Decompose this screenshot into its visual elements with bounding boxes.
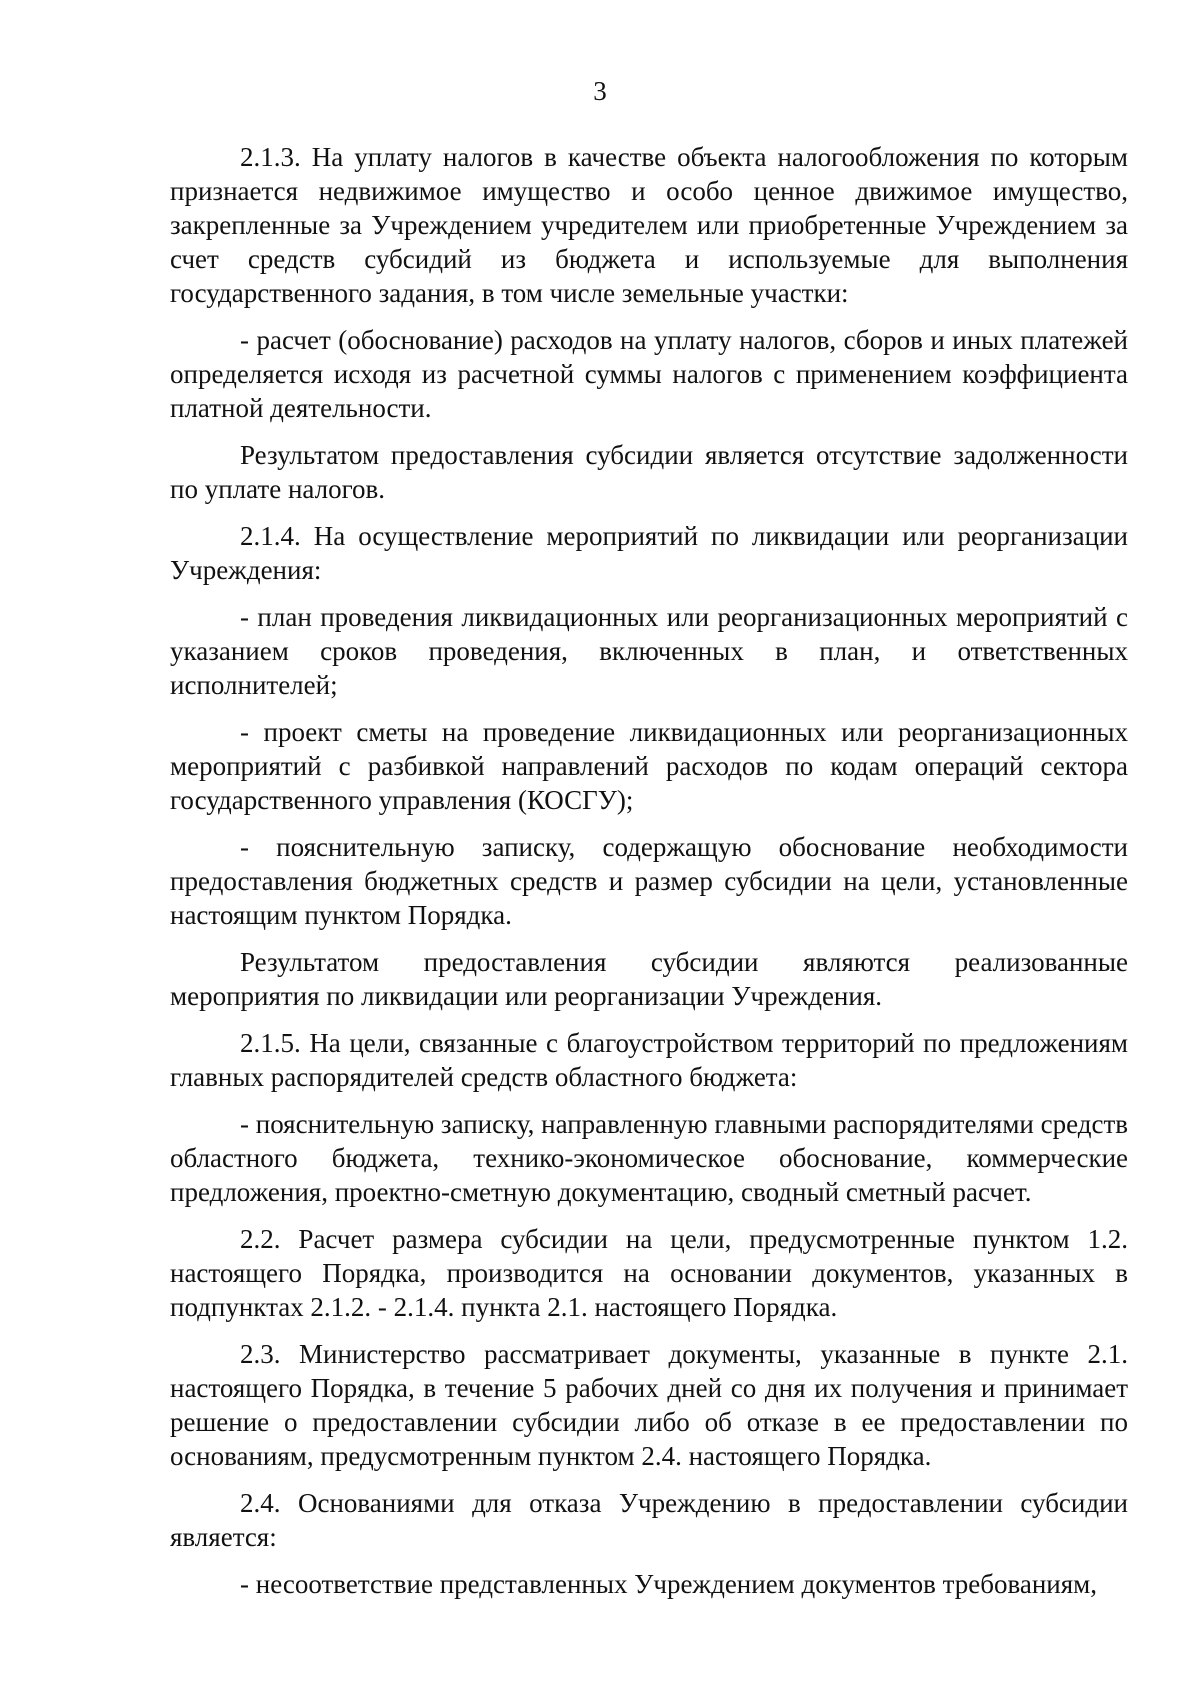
paragraph-2-2: 2.2. Расчет размера субсидии на цели, предусмотренные пунктом 1.2. настоящего Порядка, производится на основании документов, указанных в подпунктах 2.1.2. - 2.1.4. пункта 2.1. настоящего Порядка. <box>170 1224 1128 1322</box>
paragraph-2-4: 2.4. Основаниями для отказа Учреждению в предоставлении субсидии является: <box>170 1488 1128 1552</box>
paragraph-tax-result: Результатом предоставления субсидии является отсутствие задолженности по уплате налогов. <box>170 440 1128 504</box>
paragraph-2-1-4: 2.1.4. На осуществление мероприятий по ликвидации или реорганизации Учреждения: <box>170 521 1128 585</box>
paragraph-tax-calculation: - расчет (обоснование) расходов на уплату налогов, сборов и иных платежей определяется исходя из расчетной суммы налогов с применением коэффициента платной деятельности. <box>170 325 1128 423</box>
paragraph-explanatory-note: - пояснительную записку, содержащую обоснование необходимости предоставления бюджетных средств и размер субсидии на цели, установленные настоящим пунктом Порядка. <box>170 832 1128 930</box>
paragraph-2-1-5: 2.1.5. На цели, связанные с благоустройством территорий по предложениям главных распорядителей средств областного бюджета: <box>170 1028 1128 1092</box>
document-body <box>170 140 1128 1601</box>
paragraph-liquidation-result: Результатом предоставления субсидии являются реализованные мероприятия по ликвидации или реорганизации Учреждения. <box>170 947 1128 1011</box>
paragraph-liquidation-plan: - план проведения ликвидационных или реорганизационных мероприятий с указанием сроков проведения, включенных в план, и ответственных исполнителей; <box>170 602 1128 700</box>
paragraph-refusal-reason: - несоответствие представленных Учреждением документов требованиям, <box>240 1569 1097 1599</box>
page-number: 3 <box>593 76 607 106</box>
paragraph-2-3: 2.3. Министерство рассматривает документы, указанные в пункте 2.1. настоящего Порядка, в течение 5 рабочих дней со дня их получения и принимает решение о предоставлении субсидии либо об отказе в ее предоставлении по основаниям, предусмотренным пунктом 2.4. настоящего Порядка. <box>170 1339 1128 1471</box>
paragraph-2-1-3: 2.1.3. На уплату налогов в качестве объекта налогообложения по которым признается недвижимое имущество и особо ценное движимое имущество, закрепленные за Учреждением учредителем или приобретенные Учреждением за счет средств субсидий из бюджета и используемые для выполнения государственного задания, в том числе земельные участки: <box>170 142 1128 308</box>
paragraph-landscaping-documents: - пояснительную записку, направленную главными распорядителями средств областного бюджета, технико-экономическое обоснование, коммерческие предложения, проектно-сметную документацию, сводный сметный расчет. <box>170 1109 1128 1207</box>
paragraph-estimate-draft: - проект сметы на проведение ликвидационных или реорганизационных мероприятий с разбивкой направлений расходов по кодам операций сектора государственного управления (КОСГУ); <box>170 717 1128 815</box>
